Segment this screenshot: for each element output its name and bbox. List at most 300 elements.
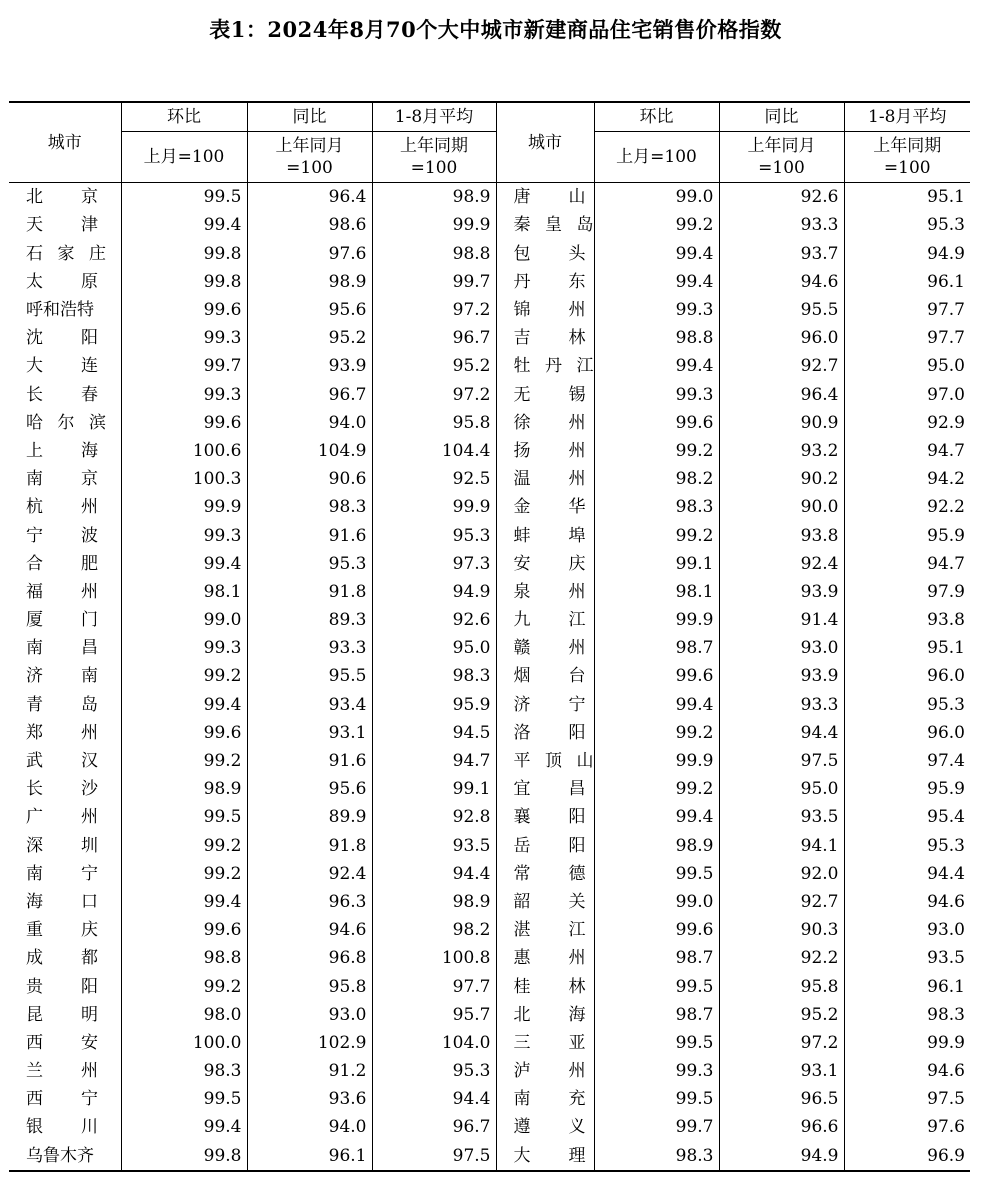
city-name (496, 719, 594, 747)
yoy-value: 96.4 (247, 183, 372, 212)
avg-value: 95.4 (844, 803, 970, 831)
mom-value: 99.0 (121, 606, 247, 634)
city-label: 深 圳 (26, 835, 98, 856)
yoy-value: 93.8 (719, 521, 844, 549)
city-name (9, 1085, 121, 1113)
city-label: 昆 明 (26, 1004, 98, 1025)
avg-value: 97.7 (372, 972, 496, 1000)
avg-value: 96.1 (844, 268, 970, 296)
avg-value: 97.7 (844, 296, 970, 324)
header-row-2 (9, 132, 970, 183)
city-name (9, 634, 121, 662)
avg-value: 95.3 (372, 1057, 496, 1085)
city-name (9, 775, 121, 803)
city-label: 烟 台 (513, 666, 586, 687)
mom-value: 99.2 (594, 521, 719, 549)
yoy-value: 95.8 (719, 972, 844, 1000)
city-name (496, 268, 594, 296)
city-name (496, 860, 594, 888)
city-name (496, 240, 594, 268)
table-row (9, 493, 970, 521)
mom-value: 99.2 (121, 662, 247, 690)
city-name (9, 972, 121, 1000)
mom-value: 99.5 (594, 1085, 719, 1113)
yoy-value: 93.7 (719, 240, 844, 268)
city-label: 桂 林 (513, 976, 586, 997)
avg-value: 96.0 (844, 662, 970, 690)
yoy-value: 90.3 (719, 916, 844, 944)
avg-value: 95.8 (372, 409, 496, 437)
mom-value: 99.4 (121, 888, 247, 916)
city-name (9, 437, 121, 465)
city-name (9, 240, 121, 268)
header-yoy-left: 同比 (247, 102, 372, 132)
avg-value: 93.8 (844, 606, 970, 634)
city-name (9, 550, 121, 578)
yoy-value: 93.1 (247, 719, 372, 747)
city-label: 岳 阳 (513, 835, 586, 856)
city-label: 济 南 (26, 666, 98, 687)
avg-value: 96.0 (844, 719, 970, 747)
city-label: 哈 尔 滨 (26, 412, 106, 433)
city-label: 南 宁 (26, 863, 98, 884)
mom-value: 98.8 (121, 944, 247, 972)
mom-value: 99.2 (121, 972, 247, 1000)
avg-value: 97.4 (844, 747, 970, 775)
mom-value: 98.2 (594, 465, 719, 493)
yoy-value: 92.7 (719, 352, 844, 380)
yoy-value: 96.6 (719, 1113, 844, 1141)
city-label: 北 京 (26, 187, 98, 208)
mom-value: 99.0 (594, 888, 719, 916)
city-name (9, 381, 121, 409)
mom-value: 98.3 (594, 493, 719, 521)
city-name (9, 1057, 121, 1085)
avg-value: 97.6 (844, 1113, 970, 1141)
avg-value: 94.7 (844, 550, 970, 578)
city-label: 福 州 (26, 581, 98, 602)
yoy-value: 96.7 (247, 381, 372, 409)
header-city-right: 城市 (496, 102, 594, 183)
mom-value: 99.6 (594, 916, 719, 944)
yoy-value: 96.3 (247, 888, 372, 916)
mom-value: 99.2 (121, 832, 247, 860)
yoy-value: 96.5 (719, 1085, 844, 1113)
table-row (9, 916, 970, 944)
yoy-value: 95.6 (247, 296, 372, 324)
city-label: 九 江 (513, 610, 586, 631)
mom-value: 99.5 (594, 1029, 719, 1057)
header-avg-base-right: 上年同期 =100 (844, 132, 970, 183)
mom-value: 99.4 (121, 1113, 247, 1141)
mom-value: 99.2 (121, 860, 247, 888)
yoy-value: 90.0 (719, 493, 844, 521)
mom-value: 99.8 (121, 1142, 247, 1171)
table-body (9, 183, 970, 1171)
avg-value: 104.0 (372, 1029, 496, 1057)
city-label: 宜 昌 (513, 779, 586, 800)
mom-value: 99.6 (121, 916, 247, 944)
mom-value: 99.6 (121, 296, 247, 324)
mom-value: 99.5 (121, 1085, 247, 1113)
mom-value: 99.1 (594, 550, 719, 578)
avg-value: 99.1 (372, 775, 496, 803)
city-label: 西 安 (26, 1032, 98, 1053)
mom-value: 99.5 (121, 803, 247, 831)
yoy-value: 92.4 (719, 550, 844, 578)
table-row (9, 888, 970, 916)
table-row (9, 465, 970, 493)
mom-value: 99.2 (594, 775, 719, 803)
city-name (496, 634, 594, 662)
yoy-value: 97.6 (247, 240, 372, 268)
mom-value: 98.3 (121, 1057, 247, 1085)
city-name (9, 268, 121, 296)
avg-value: 98.9 (372, 183, 496, 212)
avg-value: 97.2 (372, 381, 496, 409)
avg-value: 94.6 (844, 1057, 970, 1085)
city-name (9, 860, 121, 888)
avg-value: 99.9 (372, 493, 496, 521)
avg-value: 95.1 (844, 183, 970, 212)
city-name (9, 183, 121, 212)
city-name (496, 775, 594, 803)
city-name (496, 409, 594, 437)
table-row (9, 550, 970, 578)
city-label: 湛 江 (513, 920, 586, 941)
mom-value: 99.7 (121, 352, 247, 380)
yoy-value: 93.0 (247, 1001, 372, 1029)
yoy-value: 93.9 (719, 578, 844, 606)
avg-value: 99.9 (372, 211, 496, 239)
table-row (9, 691, 970, 719)
yoy-value: 94.9 (719, 1142, 844, 1171)
avg-value: 95.3 (844, 211, 970, 239)
city-label: 沈 阳 (26, 328, 98, 349)
yoy-value: 98.9 (247, 268, 372, 296)
city-label: 重 庆 (26, 920, 98, 941)
mom-value: 99.2 (594, 437, 719, 465)
city-label: 扬 州 (513, 440, 586, 461)
mom-value: 99.2 (594, 719, 719, 747)
yoy-value: 91.8 (247, 578, 372, 606)
avg-value: 95.2 (372, 352, 496, 380)
city-name (496, 324, 594, 352)
city-label: 西 宁 (26, 1089, 98, 1110)
mom-value: 98.7 (594, 634, 719, 662)
yoy-value: 93.9 (719, 662, 844, 690)
yoy-value: 97.2 (719, 1029, 844, 1057)
city-name (9, 1001, 121, 1029)
avg-value: 95.0 (372, 634, 496, 662)
city-label: 牡 丹 江 (513, 356, 594, 377)
city-name (9, 493, 121, 521)
table-row (9, 1085, 970, 1113)
yoy-value: 95.3 (247, 550, 372, 578)
city-label: 遵 义 (513, 1117, 586, 1138)
city-label: 杭 州 (26, 497, 98, 518)
avg-value: 93.0 (844, 916, 970, 944)
mom-value: 99.4 (594, 268, 719, 296)
mom-value: 99.3 (594, 296, 719, 324)
city-name (9, 944, 121, 972)
mom-value: 99.3 (594, 1057, 719, 1085)
yoy-value: 98.6 (247, 211, 372, 239)
avg-value: 95.9 (844, 521, 970, 549)
mom-value: 99.6 (594, 662, 719, 690)
yoy-value: 93.4 (247, 691, 372, 719)
city-name (496, 944, 594, 972)
yoy-value: 92.4 (247, 860, 372, 888)
city-label: 大 理 (513, 1145, 586, 1166)
mom-value: 99.4 (594, 803, 719, 831)
avg-value: 94.7 (372, 747, 496, 775)
yoy-value: 90.6 (247, 465, 372, 493)
table-row (9, 747, 970, 775)
header-avg-right: 1-8月平均 (844, 102, 970, 132)
table-row (9, 521, 970, 549)
table-row (9, 578, 970, 606)
yoy-value: 91.4 (719, 606, 844, 634)
city-label: 兰 州 (26, 1061, 98, 1082)
mom-value: 100.0 (121, 1029, 247, 1057)
mom-value: 98.7 (594, 944, 719, 972)
avg-value: 104.4 (372, 437, 496, 465)
mom-value: 99.5 (594, 972, 719, 1000)
avg-value: 94.5 (372, 719, 496, 747)
city-name (496, 493, 594, 521)
city-name (496, 1142, 594, 1171)
table-row (9, 1001, 970, 1029)
header-city-left: 城市 (9, 102, 121, 183)
yoy-value: 93.9 (247, 352, 372, 380)
city-name (496, 803, 594, 831)
city-label: 北 海 (513, 1004, 586, 1025)
city-name (496, 211, 594, 239)
yoy-value: 91.6 (247, 521, 372, 549)
mom-value: 99.6 (121, 719, 247, 747)
city-name (496, 662, 594, 690)
yoy-value: 91.6 (247, 747, 372, 775)
header-mom-base-left: 上月=100 (121, 132, 247, 183)
table-row (9, 1029, 970, 1057)
yoy-value: 98.3 (247, 493, 372, 521)
avg-value: 98.9 (372, 888, 496, 916)
yoy-value: 95.2 (247, 324, 372, 352)
city-name (496, 352, 594, 380)
avg-value: 95.9 (372, 691, 496, 719)
mom-value: 98.3 (594, 1142, 719, 1171)
city-label: 宁 波 (26, 525, 98, 546)
yoy-value: 92.7 (719, 888, 844, 916)
city-name (9, 296, 121, 324)
city-name (496, 972, 594, 1000)
yoy-value: 96.1 (247, 1142, 372, 1171)
yoy-value: 93.3 (247, 634, 372, 662)
yoy-value: 94.0 (247, 409, 372, 437)
city-name (9, 1029, 121, 1057)
yoy-value: 93.6 (247, 1085, 372, 1113)
city-name (9, 521, 121, 549)
avg-value: 95.3 (372, 521, 496, 549)
city-name (9, 662, 121, 690)
yoy-value: 94.1 (719, 832, 844, 860)
header-mom-right: 环比 (594, 102, 719, 132)
city-label: 银 川 (26, 1117, 98, 1138)
city-label: 南 充 (513, 1089, 586, 1110)
mom-value: 98.1 (594, 578, 719, 606)
table-row (9, 803, 970, 831)
yoy-value: 91.8 (247, 832, 372, 860)
yoy-value: 89.3 (247, 606, 372, 634)
city-name (9, 803, 121, 831)
city-label: 广 州 (26, 807, 98, 828)
city-label: 丹 东 (513, 271, 586, 292)
mom-value: 99.6 (594, 409, 719, 437)
city-label: 平 顶 山 (513, 751, 594, 772)
city-label: 大 连 (26, 356, 98, 377)
page-title: 表1：2024年8月70个大中城市新建商品住宅销售价格指数 (209, 17, 782, 42)
header-yoy-base-right: 上年同月 =100 (719, 132, 844, 183)
yoy-value: 94.6 (719, 268, 844, 296)
mom-value: 99.6 (121, 409, 247, 437)
avg-value: 93.5 (372, 832, 496, 860)
avg-value: 93.5 (844, 944, 970, 972)
yoy-value: 95.0 (719, 775, 844, 803)
table-row (9, 296, 970, 324)
city-label: 安 庆 (513, 553, 586, 574)
yoy-value: 95.6 (247, 775, 372, 803)
city-name (496, 521, 594, 549)
table-row (9, 352, 970, 380)
price-index-table (9, 101, 970, 1172)
city-label: 合 肥 (26, 553, 98, 574)
mom-value: 98.1 (121, 578, 247, 606)
yoy-value: 92.2 (719, 944, 844, 972)
header-mom-base-right: 上月=100 (594, 132, 719, 183)
yoy-value: 93.0 (719, 634, 844, 662)
avg-value: 96.7 (372, 324, 496, 352)
city-name (9, 465, 121, 493)
avg-value: 95.0 (844, 352, 970, 380)
table-row (9, 268, 970, 296)
city-name (496, 606, 594, 634)
city-label: 泸 州 (513, 1061, 586, 1082)
mom-value: 99.4 (121, 550, 247, 578)
city-label: 赣 州 (513, 638, 586, 659)
avg-value: 94.2 (844, 465, 970, 493)
mom-value: 99.4 (121, 691, 247, 719)
city-name (496, 916, 594, 944)
city-label: 青 岛 (26, 694, 98, 715)
city-label: 厦 门 (26, 610, 98, 631)
table-row (9, 606, 970, 634)
table-row (9, 1057, 970, 1085)
city-name (9, 1113, 121, 1141)
city-label: 呼 和 浩 特 (26, 300, 94, 321)
avg-value: 98.3 (844, 1001, 970, 1029)
table-row (9, 860, 970, 888)
mom-value: 99.2 (121, 747, 247, 775)
avg-value: 92.5 (372, 465, 496, 493)
city-name (496, 1085, 594, 1113)
avg-value: 97.7 (844, 324, 970, 352)
city-name (9, 409, 121, 437)
avg-value: 99.7 (372, 268, 496, 296)
avg-value: 96.9 (844, 1142, 970, 1171)
yoy-value: 93.5 (719, 803, 844, 831)
avg-value: 92.6 (372, 606, 496, 634)
city-name (496, 747, 594, 775)
avg-value: 96.1 (844, 972, 970, 1000)
mom-value: 99.9 (594, 606, 719, 634)
mom-value: 99.4 (594, 352, 719, 380)
mom-value: 98.0 (121, 1001, 247, 1029)
city-name (496, 296, 594, 324)
city-label: 温 州 (513, 469, 586, 490)
table-row (9, 409, 970, 437)
header-avg-left: 1-8月平均 (372, 102, 496, 132)
avg-value: 94.7 (844, 437, 970, 465)
table-row (9, 634, 970, 662)
city-name (9, 352, 121, 380)
city-label: 贵 阳 (26, 976, 98, 997)
table-row (9, 183, 970, 212)
mom-value: 99.4 (121, 211, 247, 239)
avg-value: 94.6 (844, 888, 970, 916)
yoy-value: 95.2 (719, 1001, 844, 1029)
city-label: 韶 关 (513, 891, 586, 912)
city-name (496, 888, 594, 916)
city-label: 包 头 (513, 243, 586, 264)
yoy-value: 93.2 (719, 437, 844, 465)
city-name (9, 747, 121, 775)
avg-value: 96.7 (372, 1113, 496, 1141)
avg-value: 95.7 (372, 1001, 496, 1029)
yoy-value: 93.3 (719, 211, 844, 239)
city-name (9, 719, 121, 747)
mom-value: 99.2 (594, 211, 719, 239)
mom-value: 98.8 (594, 324, 719, 352)
city-label: 石 家 庄 (26, 243, 106, 264)
city-name (496, 1029, 594, 1057)
mom-value: 99.5 (121, 183, 247, 212)
yoy-value: 96.4 (719, 381, 844, 409)
city-name (9, 916, 121, 944)
city-name (496, 1001, 594, 1029)
mom-value: 99.9 (594, 747, 719, 775)
city-label: 太 原 (26, 271, 98, 292)
mom-value: 99.3 (121, 634, 247, 662)
city-label: 锦 州 (513, 300, 586, 321)
city-label: 无 锡 (513, 384, 586, 405)
header-avg-base-left: 上年同期 =100 (372, 132, 496, 183)
avg-value: 98.8 (372, 240, 496, 268)
table-row (9, 972, 970, 1000)
avg-value: 95.9 (844, 775, 970, 803)
yoy-value: 94.6 (247, 916, 372, 944)
yoy-value: 102.9 (247, 1029, 372, 1057)
city-label: 三 亚 (513, 1032, 586, 1053)
city-label: 长 沙 (26, 779, 98, 800)
table-row (9, 944, 970, 972)
city-name (9, 606, 121, 634)
avg-value: 97.0 (844, 381, 970, 409)
mom-value: 99.5 (594, 860, 719, 888)
header-yoy-right: 同比 (719, 102, 844, 132)
mom-value: 99.0 (594, 183, 719, 212)
yoy-value: 92.0 (719, 860, 844, 888)
